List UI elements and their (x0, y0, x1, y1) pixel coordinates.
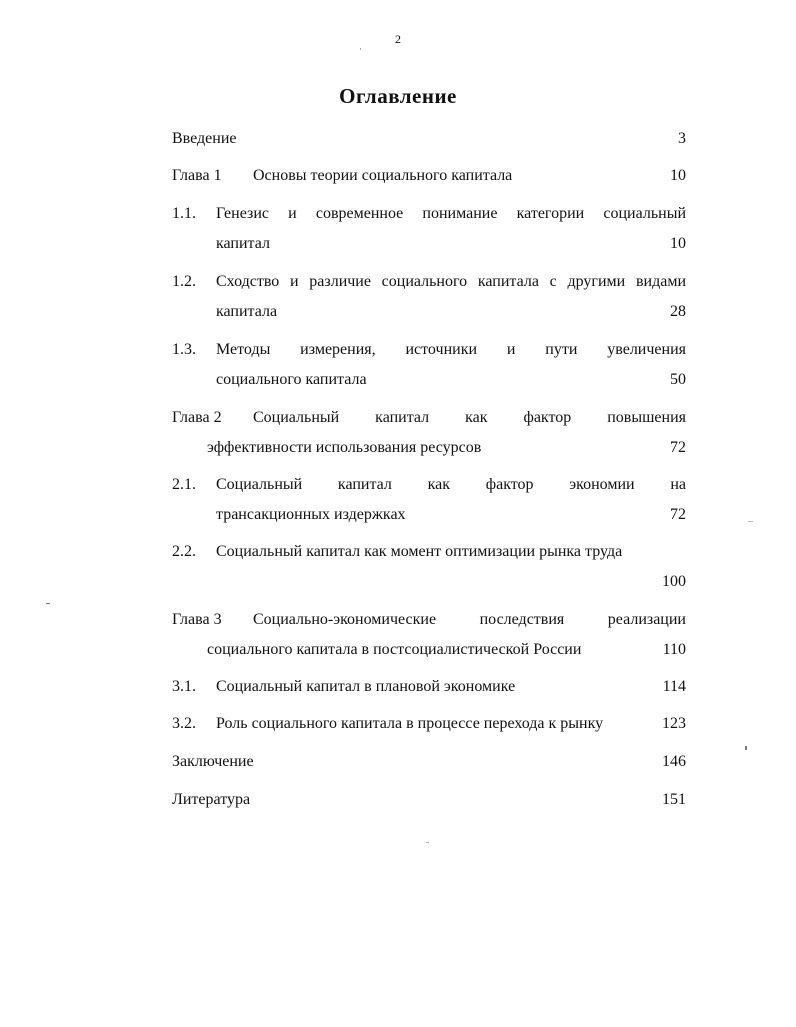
toc-chapter-1-page: 10 (670, 167, 686, 184)
toc-section-1-1-number: 1.1. (172, 205, 196, 222)
toc-section-2-1-title-line1: Социальный капитал как фактор экономии на (216, 476, 686, 493)
scan-speck (426, 842, 429, 843)
scan-speck (360, 48, 361, 50)
toc-section-2-1-title-line2: трансакционных издержках (216, 506, 406, 523)
toc-section-3-1-title: Социальный капитал в плановой экономике (216, 678, 516, 695)
toc-section-3-2-title: Роль социального капитала в процессе перехода к рынку (216, 715, 604, 732)
page-title: Оглавление (339, 84, 457, 108)
toc-chapter-3-title-line2: социального капитала в постсоциалистической России (207, 641, 582, 658)
toc-chapter-3-title-line1: Социально-экономические последствия реализации (253, 611, 686, 628)
toc-section-1-3-page: 50 (670, 371, 686, 388)
toc-chapter-2-title-line2: эффективности использования ресурсов (207, 439, 482, 456)
toc-chapter-1-label: Глава 1 (172, 167, 222, 184)
toc-chapter-1-title: Основы теории социального капитала (253, 167, 513, 184)
toc-section-3-1-number: 3.1. (172, 678, 196, 695)
toc-entry-conclusion: Заключение (172, 753, 254, 770)
scan-speck (748, 521, 753, 522)
toc-page-intro: 3 (678, 130, 686, 147)
toc-section-2-2-page: 100 (662, 573, 686, 590)
toc-chapter-3-label: Глава 3 (172, 611, 222, 628)
toc-chapter-3-page: 110 (662, 641, 686, 658)
toc-section-3-2-page: 123 (662, 715, 686, 732)
toc-chapter-2-title-line1: Социальный капитал как фактор повышения (253, 409, 686, 426)
toc-section-2-1-number: 2.1. (172, 476, 196, 493)
toc-section-1-3-title-line1: Методы измерения, источники и пути увеличения (216, 341, 686, 358)
toc-section-2-2-title: Социальный капитал как момент оптимизации рынка труда (216, 543, 623, 560)
scan-speck (745, 746, 747, 750)
toc-section-3-2-number: 3.2. (172, 715, 196, 732)
toc-chapter-2-label: Глава 2 (172, 409, 222, 426)
toc-section-1-2-title-line2: капитала (216, 303, 278, 320)
toc-entry-literature: Литература (172, 791, 251, 808)
toc-section-1-3-title-line2: социального капитала (216, 371, 367, 388)
toc-page-literature: 151 (662, 791, 686, 808)
scan-speck (46, 603, 50, 604)
toc-entry-intro: Введение (172, 130, 237, 147)
toc-section-1-2-number: 1.2. (172, 273, 196, 290)
toc-section-2-2-number: 2.2. (172, 543, 196, 560)
toc-section-1-2-page: 28 (670, 303, 686, 320)
toc-section-1-3-number: 1.3. (172, 341, 196, 358)
page-number: 2 (395, 32, 401, 46)
toc-section-1-1-title-line2: капитал (216, 235, 270, 252)
toc-section-2-1-page: 72 (670, 506, 686, 523)
toc-section-1-1-page: 10 (670, 235, 686, 252)
toc-section-3-1-page: 114 (662, 678, 686, 695)
toc-section-1-1-title-line1: Генезис и современное понимание категории социальный (216, 205, 686, 222)
toc-chapter-2-page: 72 (670, 439, 686, 456)
toc-page-conclusion: 146 (662, 753, 686, 770)
toc-section-1-2-title-line1: Сходство и различие социального капитала с другими видами (216, 273, 686, 290)
